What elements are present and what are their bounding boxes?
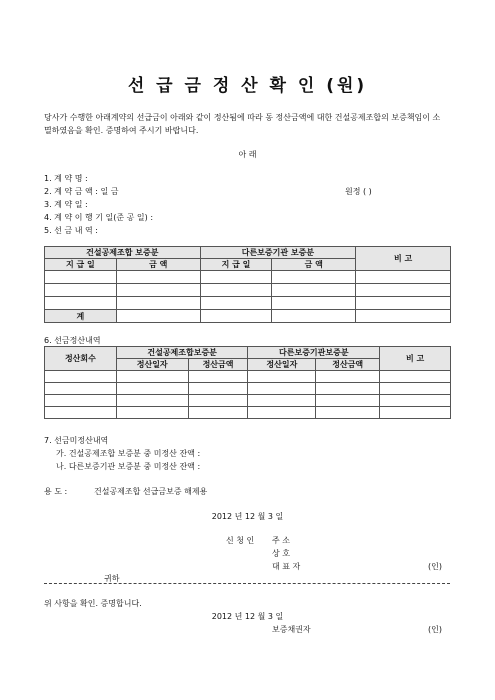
intro-paragraph: 당사가 수행한 아래계약의 선급금이 아래와 같이 정산됨에 따라 동 정산금액에 대한 건설공제조합의 보증책임이 소멸하였음을 확인. 증명하여 주시기 바랍니다.	[44, 113, 441, 135]
table1-col-date1: 지 급 일	[45, 259, 117, 271]
section7-line-a: 가. 건설공제조합 보증분 중 미정산 잔액 :	[56, 449, 201, 458]
table1-remarks-header: 비 고	[356, 247, 451, 271]
contract-name-label: 1. 계 약 명 :	[44, 174, 88, 183]
notice-heading: 아 래	[238, 150, 257, 159]
table2-round-header: 정산회수	[45, 347, 117, 371]
address-label: 주 소	[272, 536, 290, 545]
table1-group2-header: 다른보증기관 보증분	[200, 247, 356, 259]
application-date: 2012 년 12 월 3 일	[211, 512, 284, 521]
section7-label: 7. 선금미정산내역	[44, 436, 109, 445]
table-row	[45, 395, 451, 407]
table-row	[45, 271, 451, 284]
guarantor-seal: (인)	[428, 625, 442, 634]
section6-label: 6. 선금정산내역	[44, 336, 101, 345]
table1-col-date2: 지 급 일	[200, 259, 272, 271]
applicant-label: 신 청 인	[226, 536, 255, 545]
table-row	[45, 284, 451, 297]
confirm-text: 위 사항을 확인. 증명합니다.	[44, 599, 142, 608]
table2-group1-header: 건설공제조합보증분	[116, 347, 248, 359]
section7-line-b: 나. 다른보증기관 보증분 중 미정산 잔액 :	[56, 462, 201, 471]
completion-date-label: 4. 계 약 이 행 기 일(준 공 일) :	[44, 213, 154, 222]
settlement-table	[44, 346, 451, 419]
contract-date-label: 3. 계 약 일 :	[44, 200, 88, 209]
won-label: 원정 ( )	[345, 187, 372, 196]
table1-group1-header: 건설공제조합 보증분	[45, 247, 201, 259]
table2-col-amount1: 정산금액	[188, 359, 248, 371]
document-title: 선 급 금 정 산 확 인 (원)	[127, 76, 368, 96]
table1-total-label: 계	[45, 310, 117, 323]
recipient-label: 귀하	[104, 574, 120, 583]
purpose-label: 용 도 :	[44, 487, 68, 496]
confirm-date: 2012 년 12 월 3 일	[211, 612, 284, 621]
table-row	[45, 371, 451, 383]
representative-label: 대 표 자	[272, 562, 301, 571]
table1-col-amount1: 금 액	[116, 259, 200, 271]
company-label: 상 호	[272, 549, 290, 558]
advance-table	[44, 246, 451, 323]
table-total-row	[45, 310, 451, 323]
table2-group2-header: 다른보증기관보증분	[248, 347, 380, 359]
table-row	[45, 297, 451, 310]
cut-line	[44, 583, 450, 584]
table-row	[45, 383, 451, 395]
contract-amount-label: 2. 계 약 금 액 : 일 금	[44, 187, 119, 196]
applicant-seal: (인)	[428, 562, 442, 571]
table2-col-date2: 정산일자	[248, 359, 316, 371]
purpose-value: 건설공제조합 선급금보증 해제용	[94, 487, 208, 496]
guarantor-label: 보증채권자	[272, 625, 311, 634]
table2-remarks-header: 비 고	[380, 347, 451, 371]
table2-col-amount2: 정산금액	[316, 359, 380, 371]
table2-col-date1: 정산일자	[116, 359, 188, 371]
table1-col-amount2: 금 액	[272, 259, 356, 271]
advance-details-label: 5. 선 금 내 역 :	[44, 226, 98, 235]
table-row	[45, 407, 451, 419]
